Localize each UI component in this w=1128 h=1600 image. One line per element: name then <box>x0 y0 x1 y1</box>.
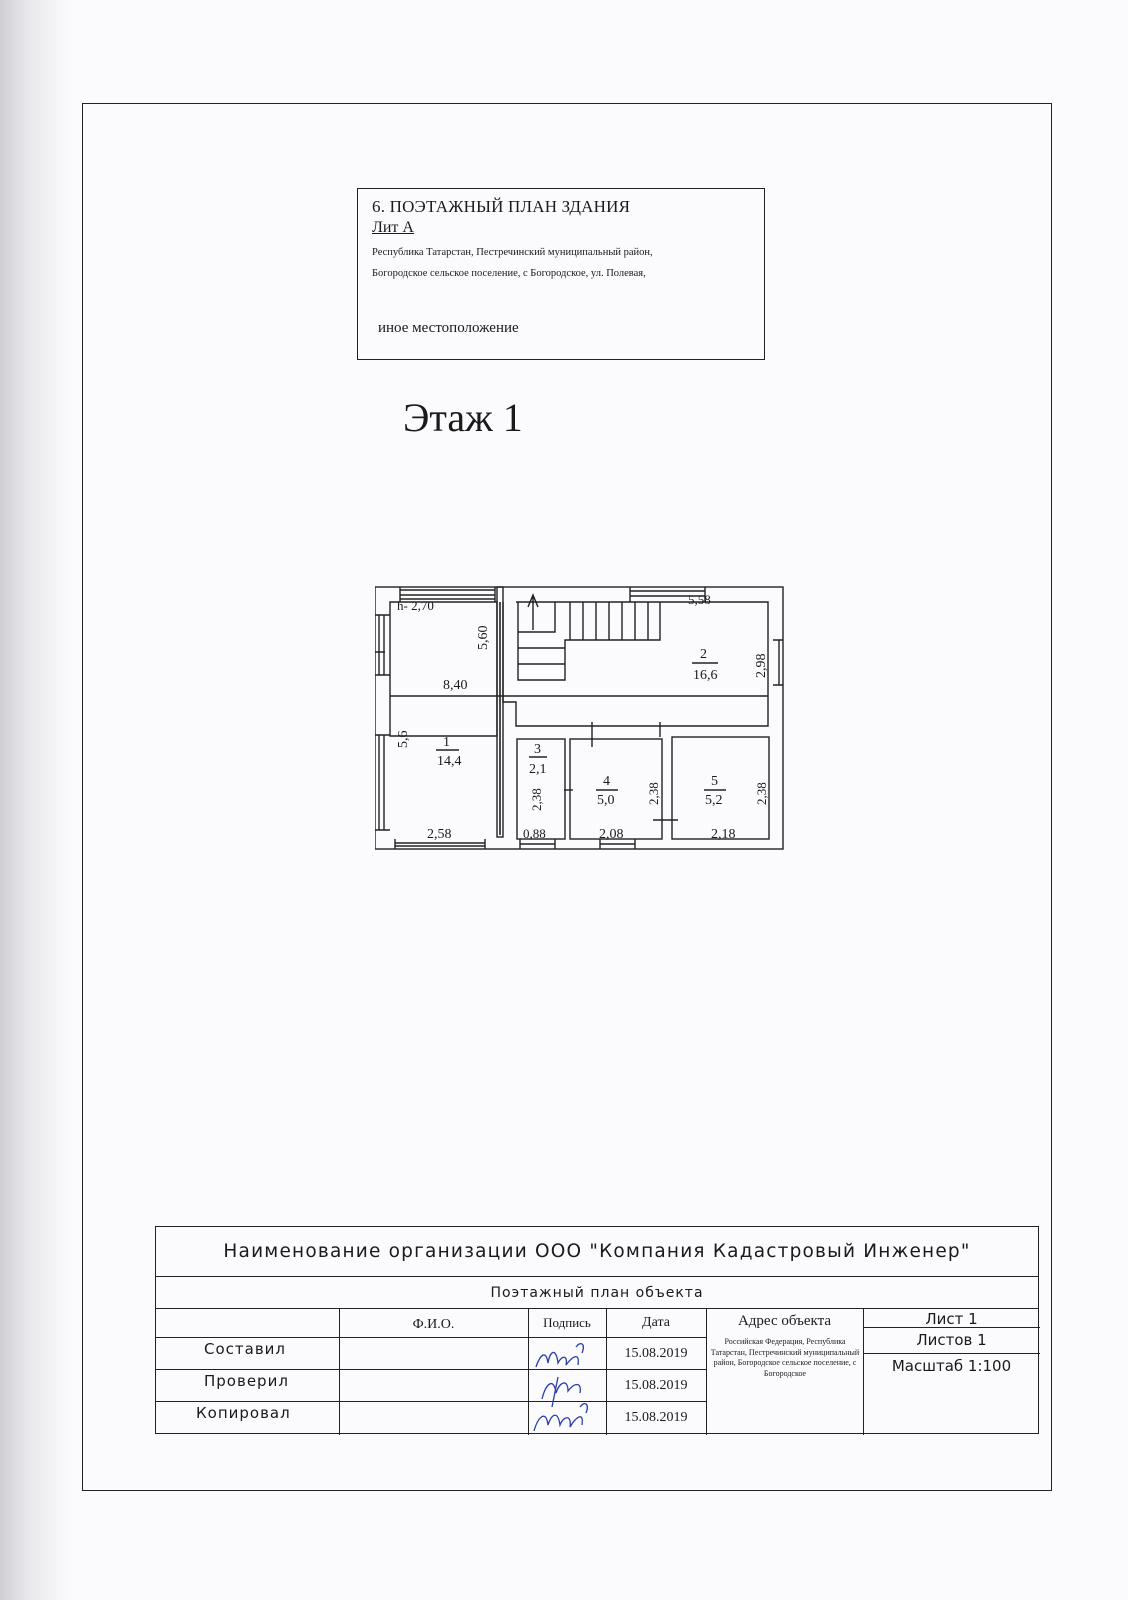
header-box <box>357 188 765 360</box>
dim-total-width: 8,40 <box>443 678 468 693</box>
title-block <box>155 1226 1039 1434</box>
room3-area: 2,1 <box>529 762 547 777</box>
address-text: Российская Федерация, Республика Татарстан, Пестречинский муниципальный район, Богородское сельское поселение, с Богородское <box>710 1337 860 1378</box>
plan-title: Поэтажный план объекта <box>156 1277 1038 1309</box>
dim-room2-height: 2,98 <box>754 653 769 678</box>
organization-name: Наименование организации ООО "Компания Кадастровый Инженер" <box>156 1227 1038 1277</box>
dim-room3-width: 0,88 <box>523 826 546 841</box>
header-address-line2: Богородское сельское поселение, с Богородское, ул. Полевая, <box>372 268 646 279</box>
room4-number: 4 <box>603 774 610 789</box>
room2-area: 16,6 <box>693 668 718 683</box>
room2-number: 2 <box>700 647 707 662</box>
column-header-date: Дата <box>642 1315 670 1330</box>
room1-outline <box>390 602 497 736</box>
stairs-arrow <box>528 595 538 630</box>
row-role: Копировал <box>196 1404 291 1422</box>
outer-wall <box>375 587 783 849</box>
signature-stroke <box>542 1377 580 1407</box>
dim-room4-height: 2,38 <box>646 782 661 805</box>
room5-number: 5 <box>711 774 718 789</box>
header-address-line1: Республика Татарстан, Пестречинский муниципальный район, <box>372 247 653 258</box>
room5-area: 5,2 <box>705 793 723 808</box>
row-role: Проверил <box>204 1372 289 1390</box>
header-title: 6. ПОЭТАЖНЫЙ ПЛАН ЗДАНИЯ <box>372 197 631 216</box>
row-date: 15.08.2019 <box>624 1410 688 1425</box>
signature-stroke <box>536 1344 583 1367</box>
column-header-signature: Подпись <box>543 1315 591 1330</box>
sheet-number: Лист 1 <box>925 1310 978 1328</box>
dim-left-side: 5,6 <box>396 730 411 748</box>
room1-number: 1 <box>443 735 450 750</box>
floor-title: Этаж 1 <box>403 395 523 440</box>
header-location: иное местоположение <box>378 320 519 336</box>
signature-handwritten <box>528 1337 606 1435</box>
signature-stroke <box>534 1404 587 1431</box>
column-header-fio: Ф.И.О. <box>412 1317 455 1332</box>
row-role: Составил <box>204 1340 287 1358</box>
row-date: 15.08.2019 <box>624 1346 688 1361</box>
window-left-bottom <box>375 735 390 830</box>
room3-number: 3 <box>534 742 541 757</box>
scale: Масштаб 1:100 <box>891 1357 1012 1375</box>
dim-left-height: 5,60 <box>476 625 491 650</box>
dim-room4-width: 2,08 <box>599 827 624 842</box>
ceiling-height-label: h- 2,70 <box>397 598 434 613</box>
row-date: 15.08.2019 <box>624 1378 688 1393</box>
dim-room5-height: 2,38 <box>754 782 769 805</box>
floor-plan-drawing <box>375 585 795 860</box>
dim-room5-width: 2,18 <box>711 827 736 842</box>
dim-room3-height: 2,38 <box>529 788 544 811</box>
column-header-address: Адрес объекта <box>737 1313 832 1329</box>
sheets-total: Листов 1 <box>916 1331 987 1349</box>
scan-edge-shadow <box>0 0 70 1600</box>
stairs <box>518 602 660 680</box>
window-left-top <box>375 615 390 675</box>
room1-area: 14,4 <box>437 754 462 769</box>
header-lit: Лит А <box>372 219 414 236</box>
header-address <box>372 242 750 284</box>
dim-room1-width: 2,58 <box>427 827 452 842</box>
dim-room2-width: 5,58 <box>688 592 711 607</box>
room4-area: 5,0 <box>597 793 615 808</box>
window-right <box>773 640 783 685</box>
